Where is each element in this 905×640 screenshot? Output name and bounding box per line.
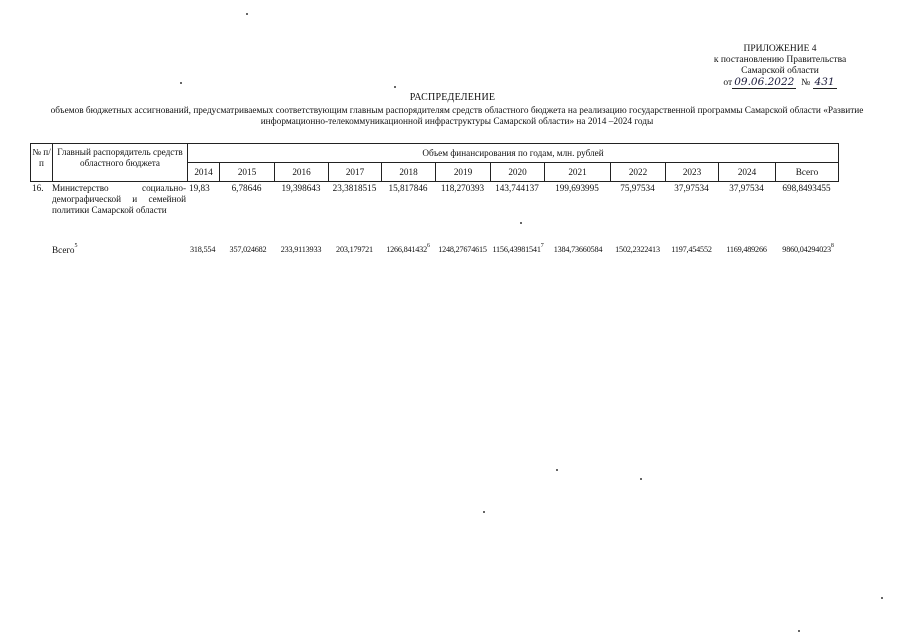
row-value: 23,3818515 <box>332 183 377 193</box>
header-year: 2018 <box>382 163 436 182</box>
header-year: 2014 <box>188 163 220 182</box>
row-value: 37,97534 <box>674 183 709 193</box>
total-value: 1197,454552 <box>671 245 712 254</box>
scan-speck <box>881 597 883 599</box>
header-year: 2024 <box>719 163 776 182</box>
row-value: 37,97534 <box>729 183 764 193</box>
annex-title: ПРИЛОЖЕНИЕ 4 <box>743 44 817 54</box>
row-value: 199,693995 <box>555 183 599 193</box>
scan-speck <box>640 478 642 480</box>
decree-date: 09.06.2022 <box>734 76 795 88</box>
decree-line <box>690 77 870 89</box>
scan-speck <box>520 222 522 224</box>
scan-speck <box>394 86 396 88</box>
row-number: 16. <box>32 183 44 193</box>
total-value: 1502,2322413 <box>615 245 660 254</box>
total-label: Всего$^5$ <box>52 243 78 255</box>
header-year: 2019 <box>436 163 491 182</box>
financing-table-header <box>30 143 839 182</box>
total-value: 357,024682 <box>229 245 267 254</box>
row-value: 698,8493455 <box>782 183 831 193</box>
header-year: 2016 <box>275 163 329 182</box>
header-num: № п/п <box>31 144 53 182</box>
date-prefix: от <box>723 78 733 88</box>
document-title: РАСПРЕДЕЛЕНИЕ <box>409 92 496 103</box>
header-year: 2023 <box>666 163 719 182</box>
total-value: 318,554 <box>190 245 216 254</box>
header-year: 2021 <box>545 163 611 182</box>
annex-line-2: Самарской области <box>741 66 819 76</box>
total-value: 1266,841432$^6$ <box>386 243 430 254</box>
annex-line-1: к постановлению Правительства <box>713 55 847 65</box>
total-value: 9860,04294023$^8$ <box>782 243 834 254</box>
row-value: 19,83 <box>189 183 210 193</box>
scan-speck <box>180 82 182 84</box>
total-value: 1384,73660584 <box>553 245 603 254</box>
total-value: 1248,27674615 <box>438 245 487 254</box>
scan-speck <box>483 511 485 513</box>
row-distributor: Министерство социально-демографической и семейной политики Самарской области <box>52 183 186 215</box>
row-value: 15,817846 <box>388 183 428 193</box>
header-distributor: Главный распорядитель средств областного бюджета <box>53 144 188 182</box>
document-subtitle: объемов бюджетных ассигнований, предусматриваемых соответствующим главным распорядителям средств областного бюджета на реализацию государственной программы Самарской области «Развитие информационно-телекоммуникационной инфраструктуры Самарской области» на 2014 –2024 годы <box>50 106 864 127</box>
decree-number: 431 <box>814 76 835 88</box>
total-value: 1169,489266 <box>726 245 767 254</box>
row-value: 6,78646 <box>231 183 262 193</box>
row-value: 75,97534 <box>620 183 655 193</box>
row-value: 143,744137 <box>495 183 539 193</box>
header-financing: Объем финансирования по годам, млн. рублей <box>188 144 839 163</box>
number-prefix: № <box>801 78 811 88</box>
header-year: 2017 <box>329 163 382 182</box>
total-value: 1156,43981541$^7$ <box>492 243 544 254</box>
row-value: 118,270393 <box>440 183 485 193</box>
header-total: Всего <box>776 163 839 182</box>
total-value: 203,179721 <box>336 245 373 254</box>
header-year: 2020 <box>491 163 545 182</box>
header-year: 2015 <box>220 163 275 182</box>
row-value: 19,398643 <box>281 183 321 193</box>
scan-speck <box>556 469 558 471</box>
scan-speck <box>246 13 248 15</box>
annex-header <box>690 44 870 89</box>
total-value: 233,9113933 <box>280 245 322 254</box>
header-year: 2022 <box>611 163 666 182</box>
scan-speck <box>798 630 800 632</box>
